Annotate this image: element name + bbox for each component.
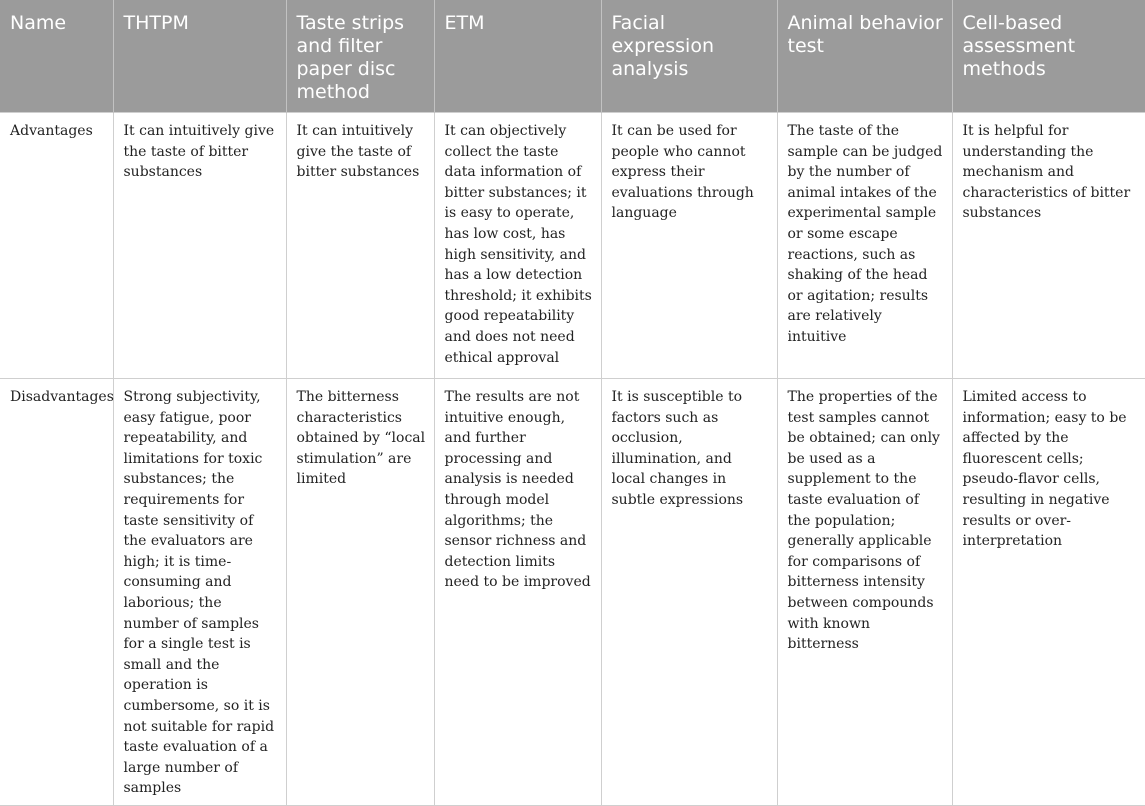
table-cell: The taste of the sample can be judged by the number of animal intakes of the experimental sample or some escape reactions, such as shaking of the head or agitation; results are relatively intuitive: [777, 113, 952, 379]
header-row: [0, 0, 1145, 113]
header-taste-strips: Taste strips and filter paper disc method: [286, 0, 434, 113]
table-cell: Strong subjectivity, easy fatigue, poor repeatability, and limitations for toxic substances; the requirements for taste sensitivity of the evaluators are high; it is time-consuming and laborious; the number of samples for a single test is small and the operation is cumbersome, so it is not suitable for rapid taste evaluation of a large number of samples: [113, 379, 286, 806]
header-cell-based: Cell-based assessment methods: [952, 0, 1145, 113]
row-label: Advantages: [0, 113, 113, 379]
table-cell: Limited access to information; easy to be affected by the fluorescent cells; pseudo-flavor cells, resulting in negative results or over-interpretation: [952, 379, 1145, 806]
header-facial-expression: Facial expression analysis: [601, 0, 777, 113]
table-cell: The results are not intuitive enough, and further processing and analysis is needed through model algorithms; the sensor richness and detection limits need to be improved: [434, 379, 601, 806]
row-label: Disadvantages: [0, 379, 113, 806]
table-cell: It can intuitively give the taste of bitter substances: [286, 113, 434, 379]
header-name: Name: [0, 0, 113, 113]
table-cell: It can be used for people who cannot express their evaluations through language: [601, 113, 777, 379]
table-cell: It is helpful for understanding the mechanism and characteristics of bitter substances: [952, 113, 1145, 379]
header-animal-behavior: Animal behavior test: [777, 0, 952, 113]
table-cell: The properties of the test samples cannot be obtained; can only be used as a supplement to the taste evaluation of the population; generally applicable for comparisons of bitterness intensity between compounds with known bitterness: [777, 379, 952, 806]
table-cell: The bitterness characteristics obtained by “local stimulation” are limited: [286, 379, 434, 806]
table-cell: It can objectively collect the taste data information of bitter substances; it is easy to operate, has low cost, has high sensitivity, and has a low detection threshold; it exhibits good repeatability and does not need ethical approval: [434, 113, 601, 379]
table-cell: It is susceptible to factors such as occlusion, illumination, and local changes in subtle expressions: [601, 379, 777, 806]
table-row: [0, 379, 1145, 806]
table-row: [0, 113, 1145, 379]
table-cell: It can intuitively give the taste of bitter substances: [113, 113, 286, 379]
header-thtpm: THTPM: [113, 0, 286, 113]
header-etm: ETM: [434, 0, 601, 113]
